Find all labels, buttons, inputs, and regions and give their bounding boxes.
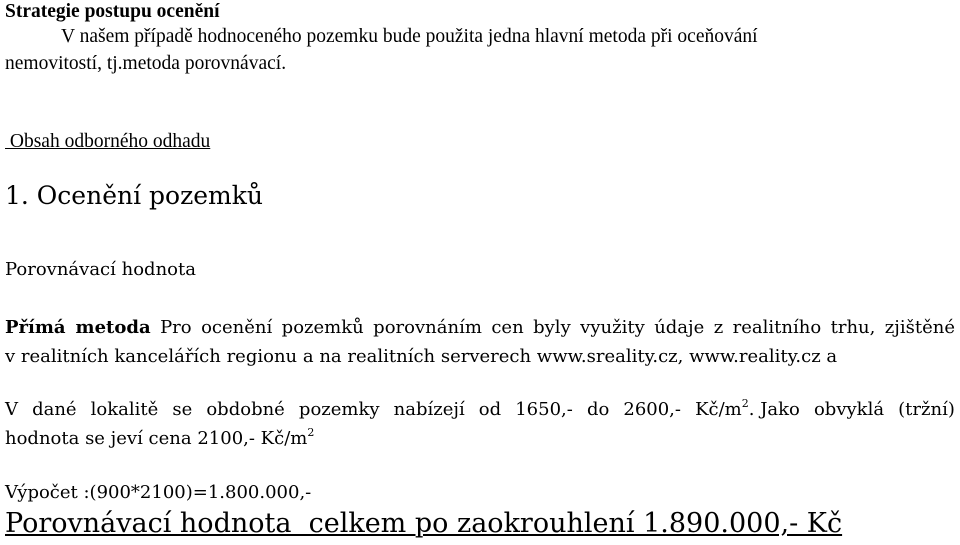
offer-unit [695,399,800,420]
offer-unit-text: Kč/m [695,399,742,420]
total-value: Porovnávací hodnota celkem po zaokrouhlení 1.890.000,- Kč [5,508,843,539]
section-title: 1. Ocenění pozemků [5,181,264,210]
offer-word: se [172,399,193,420]
value-line [5,428,314,449]
strategy-heading: Strategie postupu ocenění [5,1,220,22]
calculation: Výpočet :(900*2100)=1.800.000,- [5,482,312,503]
offer-word: dané [32,399,77,420]
value-line-sup: 2 [307,426,315,439]
offer-word: lokalitě [90,399,159,420]
offer-word: . Jako [748,399,800,420]
method-text-line-1: Pro ocenění pozemků porovnáním cen byly využity údaje z realitního trhu, zjištěné [150,317,955,338]
offer-max-price: 2600,- [623,399,681,420]
offer-line [5,399,955,420]
offer-word: V [5,399,18,420]
comparative-heading: Porovnávací hodnota [5,259,196,280]
strategy-paragraph-line-1: V našem případě hodnoceného pozemku bude použita jedna hlavní metoda při oceňování [61,26,758,47]
offer-word: obdobné [206,399,285,420]
contents-heading: Obsah odborného odhadu [5,131,211,152]
method-paragraph-line-1 [5,317,955,338]
value-line-text: hodnota se jeví cena 2100,- Kč/m [5,428,308,449]
method-paragraph-line-2: v realitních kancelářích regionu a na realitních serverech www.sreality.cz, www.reality.cz a [5,346,838,367]
method-label: Přímá metoda [5,317,151,338]
offer-word: obvyklá [813,399,885,420]
offer-word: do [586,399,610,420]
strategy-paragraph-line-2: nemovitostí, tj.metoda porovnávací. [5,53,287,74]
offer-word: od [478,399,502,420]
offer-word: (tržní) [898,399,955,420]
offer-unit-sup: 2 [741,397,749,410]
offer-min-price: 1650,- [515,399,573,420]
offer-word: nabízejí [393,399,465,420]
offer-word: pozemky [298,399,380,420]
